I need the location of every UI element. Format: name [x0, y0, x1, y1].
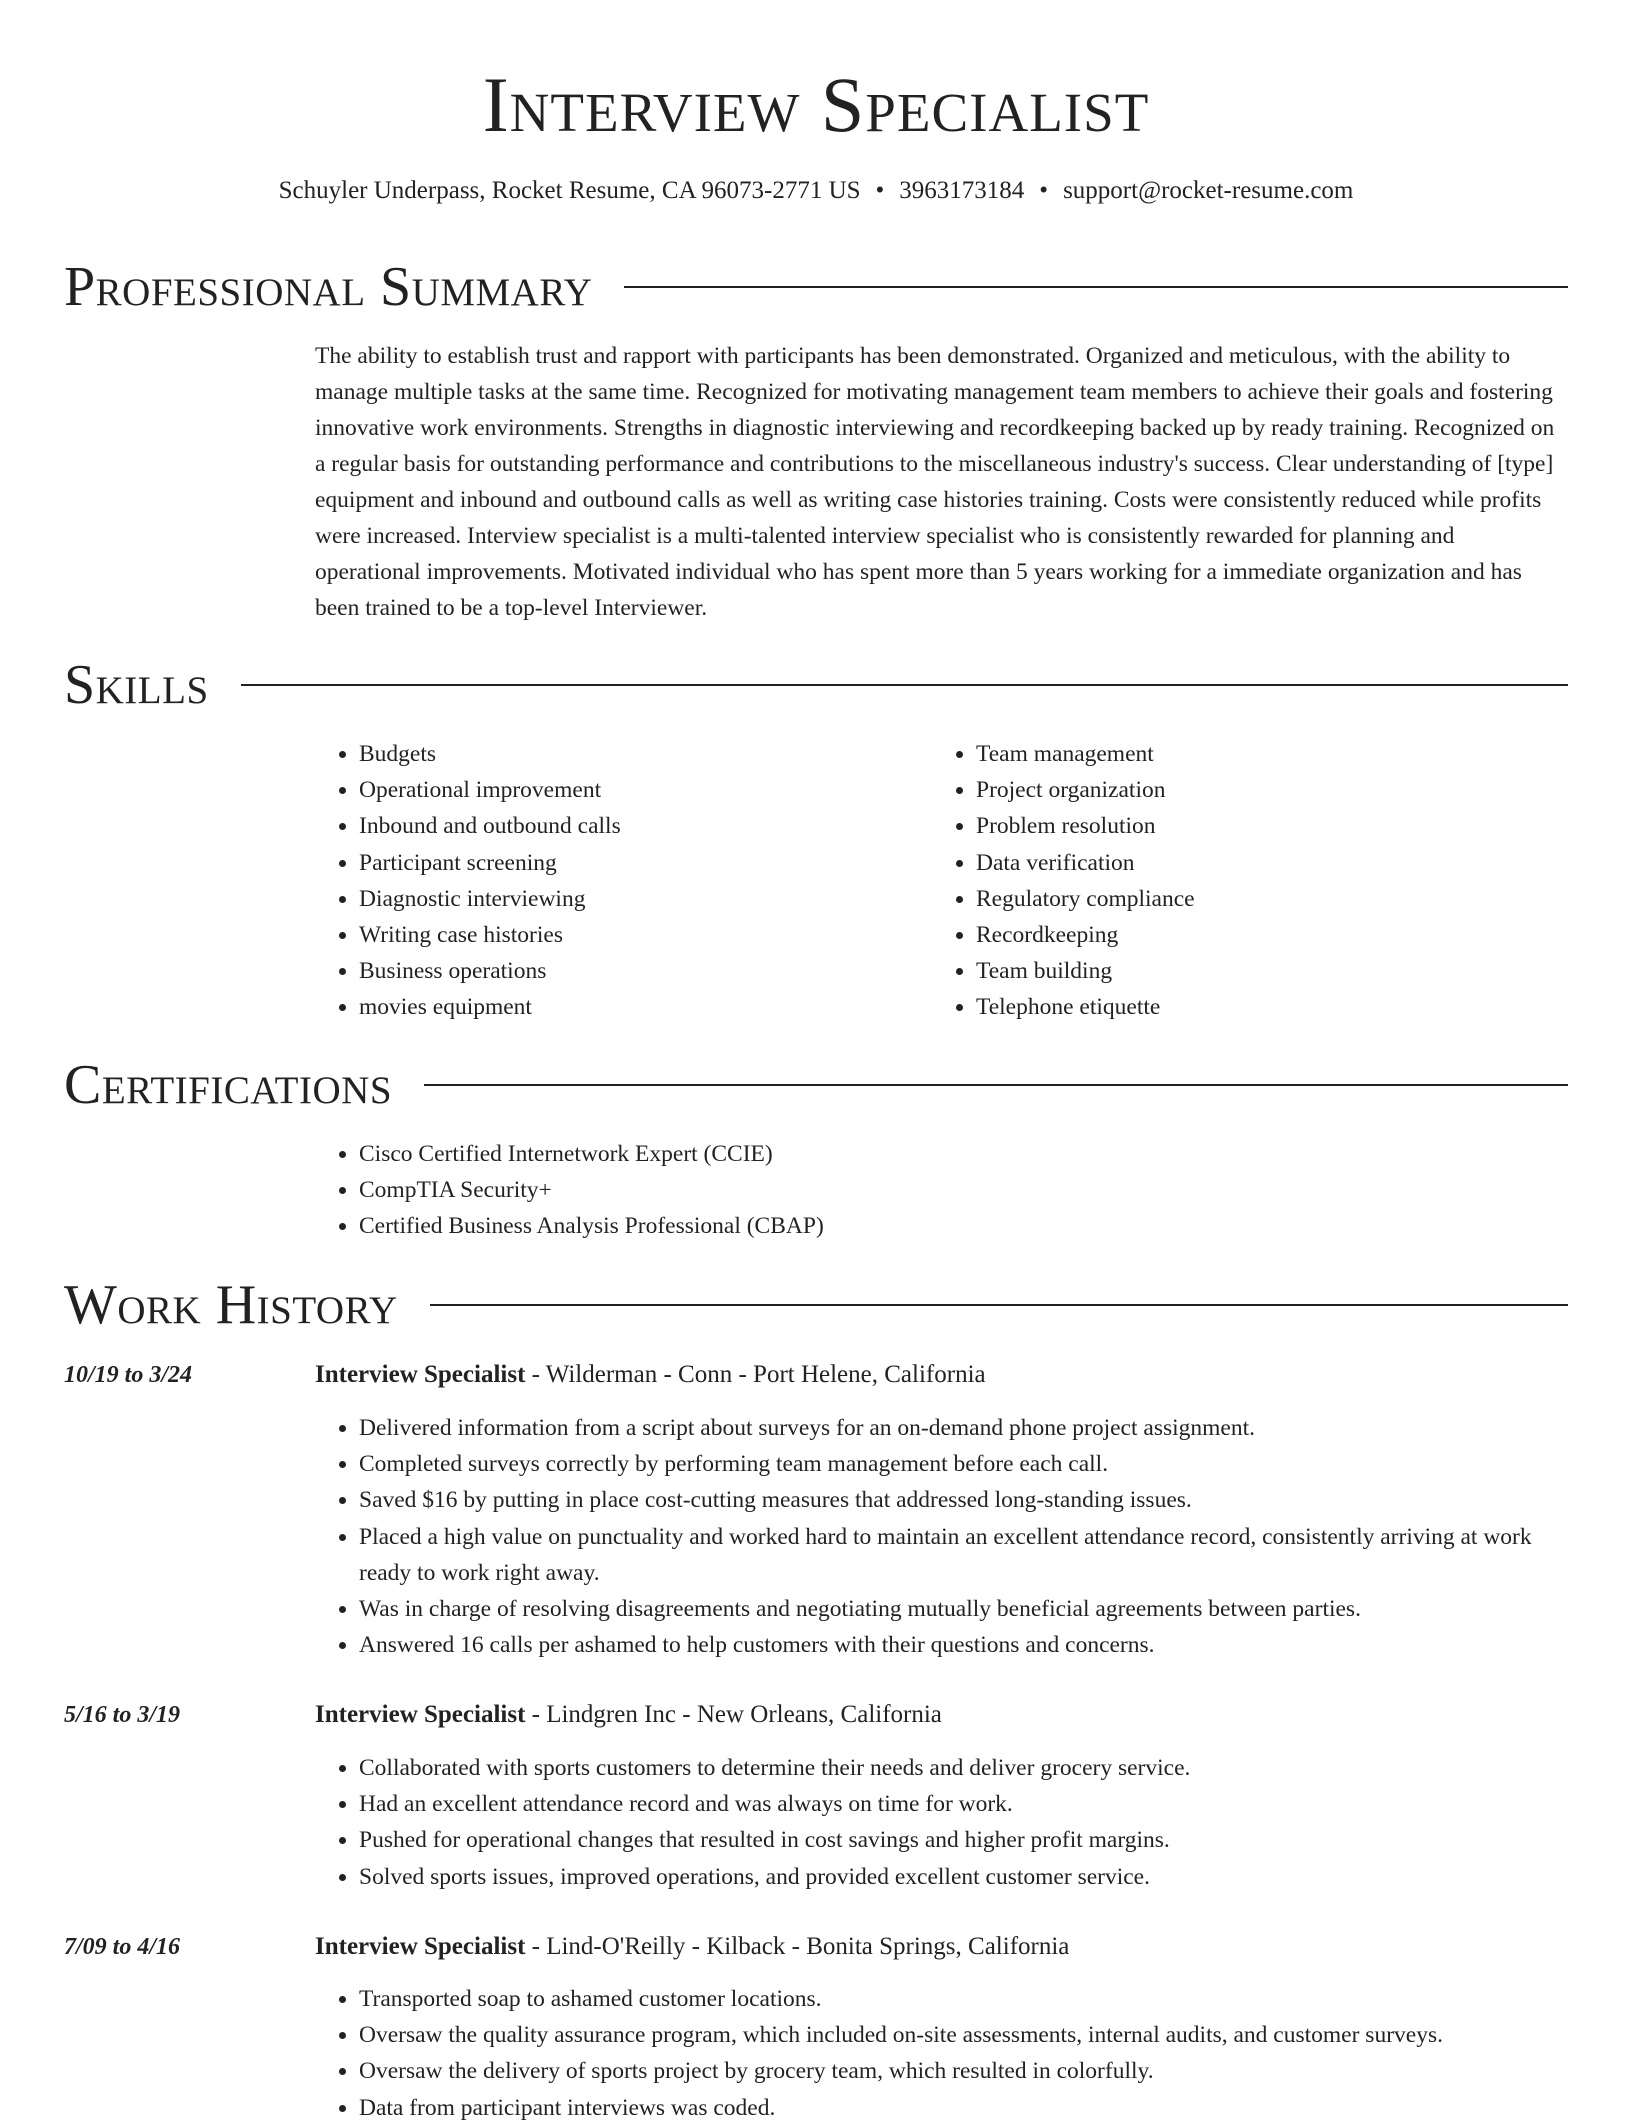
job-duty: • Oversaw the quality assurance program, which included on-site assessments, internal audits, and customer surveys. [359, 2017, 1565, 2053]
section-divider [430, 1304, 1568, 1306]
candidate-name: Interview Specialist [482, 61, 1150, 148]
job-duty: • Oversaw the delivery of sports project by grocery team, which resulted in colorfully. [359, 2053, 1565, 2089]
job-duties [315, 1750, 1565, 1895]
job-role: Interview Specialist [315, 1933, 526, 1960]
job-role: Interview Specialist [315, 1361, 526, 1388]
job-duty: • Placed a high value on punctuality and worked hard to maintain an excellent attendance record, consistently arriving at work ready to work right away. [359, 1519, 1565, 1591]
certifications-section-heading [64, 1050, 1568, 1120]
skill-item: • Project organization [976, 772, 1195, 808]
skill-item: • Team building [976, 953, 1195, 989]
phone: 3963173184 [899, 177, 1025, 204]
job-duty: • Completed surveys correctly by performing team management before each call. [359, 1446, 1565, 1482]
section-divider [624, 286, 1568, 288]
job-employer: - Wilderman - Conn - Port Helene, California [525, 1361, 986, 1388]
section-title: Professional Summary [64, 256, 593, 318]
job-duties [315, 1410, 1565, 1663]
address: Schuyler Underpass, Rocket Resume, CA 96073-2771 US [278, 177, 861, 204]
skill-item: • Team management [976, 736, 1195, 772]
job-duty: • Data from participant interviews was coded. [359, 2090, 1565, 2126]
skill-item: • Writing case histories [359, 917, 621, 953]
job-employer: - Lind-O'Reilly - Kilback - Bonita Springs, California [525, 1933, 1070, 1960]
skills-column-right [932, 736, 1195, 1026]
skill-item: • Inbound and outbound calls [359, 808, 621, 844]
job-dates: 10/19 to 3/24 [64, 1362, 193, 1388]
job-duty: • Collaborated with sports customers to determine their needs and deliver grocery service. [359, 1750, 1565, 1786]
skill-item: • Data verification [976, 845, 1195, 881]
certifications-list [315, 1136, 824, 1245]
work-history-section-heading [64, 1270, 1568, 1340]
skill-item: • Recordkeeping [976, 917, 1195, 953]
job-duty: • Delivered information from a script about surveys for an on-demand phone project assignment. [359, 1410, 1565, 1446]
email: support@rocket-resume.com [1063, 177, 1354, 204]
job-title [315, 1357, 986, 1393]
skill-item: • Business operations [359, 953, 621, 989]
job-dates: 5/16 to 3/19 [64, 1702, 181, 1728]
section-title: Certifications [64, 1054, 393, 1116]
skill-item: • Telephone etiquette [976, 989, 1195, 1025]
contact-line [0, 174, 1632, 208]
section-divider [424, 1084, 1568, 1086]
skill-item: • Problem resolution [976, 808, 1195, 844]
job-title [315, 1929, 1069, 1965]
job-duty: • Pushed for operational changes that resulted in cost savings and higher profit margins. [359, 1822, 1565, 1858]
section-title: Skills [64, 654, 209, 716]
summary-section-heading [64, 252, 1568, 322]
certification-item: • Certified Business Analysis Professional (CBAP) [359, 1208, 824, 1244]
job-duties [315, 1981, 1565, 2126]
section-title: Work History [64, 1274, 398, 1336]
job-duty: • Answered 16 calls per ashamed to help customers with their questions and concerns. [359, 1627, 1565, 1663]
job-duty: • Saved $16 by putting in place cost-cutting measures that addressed long-standing issues. [359, 1482, 1565, 1518]
job-duty: • Had an excellent attendance record and was always on time for work. [359, 1786, 1565, 1822]
summary-text: The ability to establish trust and rapport with participants has been demonstrated. Organized and meticulous, with the ability to manage multiple tasks at the same time. Recognized for motivating management team members to achieve their goals and fostering innovative work environments. Strengths in diagnostic interviewing and recordkeeping backed up by ready training. Recognized on a regular basis for outstanding performance and contributions to the miscellaneous industry's success. Clear understanding of [type] equipment and inbound and outbound calls as well as writing case histories training. Costs were consistently reduced while profits were increased. Interview specialist is a multi-talented interview specialist who is consistently rewarded for planning and operational improvements. Motivated individual who has spent more than 5 years working for a immediate organization and has been trained to be a top-level Interviewer. [315, 343, 1555, 621]
separator: • [1039, 177, 1049, 204]
skill-item: • Regulatory compliance [976, 881, 1195, 917]
job-duty: • Solved sports issues, improved operations, and provided excellent customer service. [359, 1859, 1565, 1895]
skill-item: • Participant screening [359, 845, 621, 881]
skill-item: • Budgets [359, 736, 621, 772]
skill-item: • movies equipment [359, 989, 621, 1025]
skills-section-heading [64, 650, 1568, 720]
job-title [315, 1697, 942, 1733]
job-duty: • Was in charge of resolving disagreements and negotiating mutually beneficial agreements between parties. [359, 1591, 1565, 1627]
skill-item: • Operational improvement [359, 772, 621, 808]
certification-item: • Cisco Certified Internetwork Expert (CCIE) [359, 1136, 824, 1172]
job-dates: 7/09 to 4/16 [64, 1934, 181, 1960]
job-role: Interview Specialist [315, 1701, 526, 1728]
job-duty: • Transported soap to ashamed customer locations. [359, 1981, 1565, 2017]
separator: • [875, 177, 885, 204]
skill-item: • Diagnostic interviewing [359, 881, 621, 917]
section-divider [241, 684, 1568, 686]
skills-column-left [315, 736, 621, 1026]
job-employer: - Lindgren Inc - New Orleans, California [525, 1701, 942, 1728]
certification-item: • CompTIA Security+ [359, 1172, 824, 1208]
